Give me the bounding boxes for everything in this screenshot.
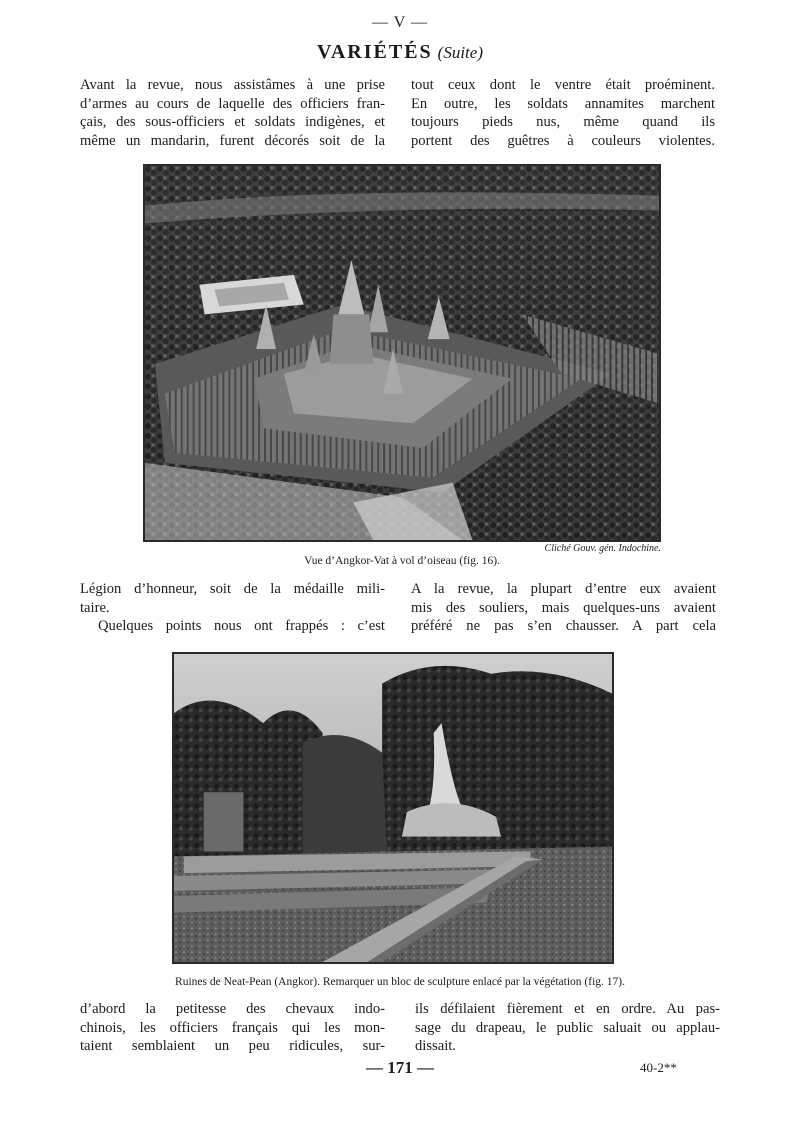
figure-17-caption: Ruines de Neat-Pean (Angkor). Remarquer un bloc de sculpture enlacé par la végétation (fig. 17).: [175, 976, 625, 988]
text-line: chinois, les officiers français qui les mon-: [80, 1019, 385, 1036]
block3-right-column: [415, 1000, 720, 1056]
text-line: taire.: [80, 599, 110, 616]
section-title: [0, 40, 800, 65]
text-line: même un mandarin, furent décorés soit de la: [80, 132, 385, 149]
block1-left-column: [80, 76, 385, 150]
text-line: dissait.: [415, 1038, 456, 1054]
section-title-main: VARIÉTÉS: [316, 41, 433, 63]
text-line: sage du drapeau, le public saluait ou applau-: [415, 1019, 720, 1036]
text-line: Quelques points nous ont frappés : c’est: [98, 618, 385, 634]
block3-left-column: [80, 1000, 385, 1056]
text-line: çais, des sous-officiers et soldats indigènes, et: [80, 114, 385, 130]
photo-credit: Cliché Gouv. gén. Indochine.: [544, 543, 661, 554]
block2-right-column: [411, 580, 716, 636]
angkor-vat-aerial-photo: [143, 164, 661, 542]
text-line: Avant la revue, nous assistâmes à une prise: [80, 77, 385, 93]
text-line: préféré ne pas s’en chausser. A part cela: [411, 618, 716, 634]
signature-code: 40-2**: [640, 1060, 677, 1075]
neat-pean-ruins-photo: [172, 652, 614, 964]
text-line: mis des souliers, mais quelques-uns avaient: [411, 599, 716, 616]
figure-16-caption: Vue d’Angkor-Vat à vol d’oiseau (fig. 16).: [304, 555, 500, 567]
text-line: tout ceux dont le ventre était proéminent.: [411, 77, 715, 93]
text-line: taient semblaient un peu ridicules, sur-: [80, 1038, 385, 1054]
text-line: d’armes au cours de laquelle des officiers fran-: [80, 95, 385, 112]
text-line: A la revue, la plupart d’entre eux avaient: [411, 581, 716, 597]
block1-right-column: [411, 76, 715, 150]
text-line: Légion d’honneur, soit de la médaille mili-: [80, 581, 385, 597]
text-line: ils défilaient fièrement et en ordre. Au pas-: [415, 1001, 720, 1017]
block2-left-column: [80, 580, 385, 636]
page-number: — 171 —: [366, 1058, 434, 1077]
text-line: toujours pieds nus, même quand ils: [411, 114, 715, 130]
page-header-roman: — V —: [372, 14, 428, 31]
text-line: d’abord la petitesse des chevaux indo-: [80, 1001, 385, 1017]
text-line: En outre, les soldats annamites marchent: [411, 95, 715, 112]
text-line: portent des guêtres à couleurs violentes.: [411, 132, 715, 149]
section-title-subtitle: (Suite): [437, 43, 483, 62]
